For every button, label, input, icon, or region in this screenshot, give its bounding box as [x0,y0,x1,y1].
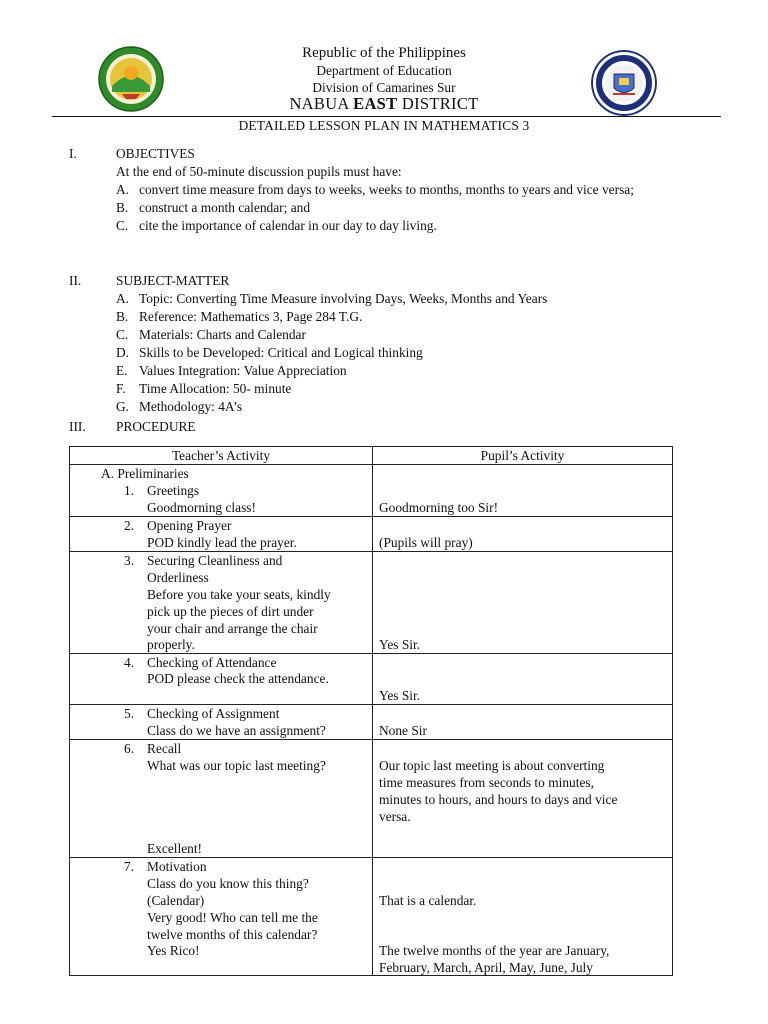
pupil-cell [373,740,673,858]
step-title: Checking of Attendance [147,655,277,670]
subject-letter: G. [116,399,130,414]
pupil-line: Goodmorning too Sir! [379,500,499,515]
pupil-line: Yes Sir. [379,637,421,652]
teacher-line: Very good! Who can tell me the [147,910,318,925]
teacher-line: your chair and arrange the chair [147,621,318,636]
teacher-line: Excellent! [147,841,203,856]
pupil-line: minutes to hours, and hours to days and vice [379,792,618,807]
pupil-cell [373,654,673,705]
step-number: 4. [124,655,135,670]
step-title: Opening Prayer [147,518,232,533]
teacher-line: properly. [147,637,195,652]
header-republic: Republic of the Philippines [302,45,466,61]
step-number: 1. [124,483,135,498]
subject-letter: A. [116,291,130,306]
subject-heading: SUBJECT-MATTER [116,273,230,288]
teacher-line: twelve months of this calendar? [147,927,318,942]
objectives-intro: At the end of 50-minute discussion pupils must have: [116,164,402,179]
teacher-activity-header: Teacher’s Activity [70,447,373,465]
section-number-subject: II. [69,273,82,288]
teacher-cell [70,705,373,740]
subject-letter: E. [116,363,128,378]
teacher-line: What was our topic last meeting? [147,758,326,773]
objective-letter: C. [116,218,129,233]
subject-letter: F. [116,381,126,396]
objective-letter: A. [116,182,130,197]
subject-item: Reference: Mathematics 3, Page 284 T.G. [139,309,363,324]
table-row [70,552,673,654]
step-number: 6. [124,741,135,756]
objectives-heading: OBJECTIVES [116,146,195,161]
subject-item: Values Integration: Value Appreciation [139,363,347,378]
subject-letter: D. [116,345,130,360]
section-number-procedure: III. [69,419,86,434]
subject-item: Methodology: 4A’s [139,399,243,414]
teacher-line: POD kindly lead the prayer. [147,535,297,550]
step-number: 7. [124,859,135,874]
step-title: Greetings [147,483,200,498]
objective-text: cite the importance of calendar in our day to day living. [139,218,437,233]
pupil-line: versa. [379,809,411,824]
teacher-line: Class do you know this thing? [147,876,309,891]
header-division: Division of Camarines Sur [312,80,456,95]
teacher-line: Class do we have an assignment? [147,723,326,738]
pupil-line: time measures from seconds to minutes, [379,775,594,790]
teacher-line: Orderliness [147,570,209,585]
pupil-cell [373,552,673,654]
document-title: DETAILED LESSON PLAN IN MATHEMATICS 3 [238,118,530,133]
subject-item: Topic: Converting Time Measure involving Days, Weeks, Months and Years [139,291,548,306]
teacher-line: Goodmorning class! [147,500,256,515]
step-number: 5. [124,706,135,721]
district-suffix: DISTRICT [397,94,479,113]
pupil-line: Yes Sir. [379,688,421,703]
section-number-objectives: I. [69,146,77,161]
teacher-cell [70,740,373,858]
objective-text: convert time measure from days to weeks, weeks to months, months to years and vice versa; [139,182,634,197]
objective-letter: B. [116,200,129,215]
pupil-line: None Sir [379,723,427,738]
subject-item: Skills to be Developed: Critical and Logical thinking [139,345,423,360]
header-department: Department of Education [316,63,452,78]
teacher-line: POD please check the attendance. [147,671,329,686]
district-prefix: NABUA [289,94,354,113]
subject-letter: B. [116,309,129,324]
teacher-cell [70,465,373,517]
pupil-cell [373,705,673,740]
pupil-line: February, March, April, May, June, July [379,960,593,975]
pupil-activity-header: Pupil’s Activity [373,447,673,465]
header-district [0,95,768,113]
section-a-label: A. Preliminaries [101,466,189,481]
teacher-cell [70,654,373,705]
step-title: Recall [147,741,182,756]
step-number: 2. [124,518,135,533]
activity-table [69,446,673,976]
table-row [70,654,673,705]
step-title: Checking of Assignment [147,706,280,721]
pupil-line: That is a calendar. [379,893,477,908]
teacher-line: pick up the pieces of dirt under [147,604,314,619]
teacher-line: (Calendar) [147,893,205,908]
subject-letter: C. [116,327,129,342]
objective-text: construct a month calendar; and [139,200,311,215]
step-title: Motivation [147,859,207,874]
pupil-cell [373,858,673,976]
teacher-line: Yes Rico! [147,943,200,958]
pupil-cell [373,465,673,517]
teacher-cell [70,517,373,552]
pupil-cell [373,517,673,552]
procedure-heading: PROCEDURE [116,419,196,434]
pupil-line: Our topic last meeting is about converting [379,758,605,773]
table-row [70,465,673,517]
district-east: EAST [353,94,398,113]
step-title: Securing Cleanliness and [147,553,283,568]
table-header-row [70,447,673,465]
pupil-line: The twelve months of the year are January, [379,943,610,958]
subject-item: Time Allocation: 50- minute [139,381,292,396]
pupil-line: (Pupils will pray) [379,535,473,550]
teacher-cell [70,552,373,654]
table-row [70,858,673,976]
teacher-cell [70,858,373,976]
table-row [70,517,673,552]
table-row [70,705,673,740]
table-row [70,740,673,858]
subject-item: Materials: Charts and Calendar [139,327,306,342]
step-number: 3. [124,553,135,568]
teacher-line: Before you take your seats, kindly [147,587,331,602]
